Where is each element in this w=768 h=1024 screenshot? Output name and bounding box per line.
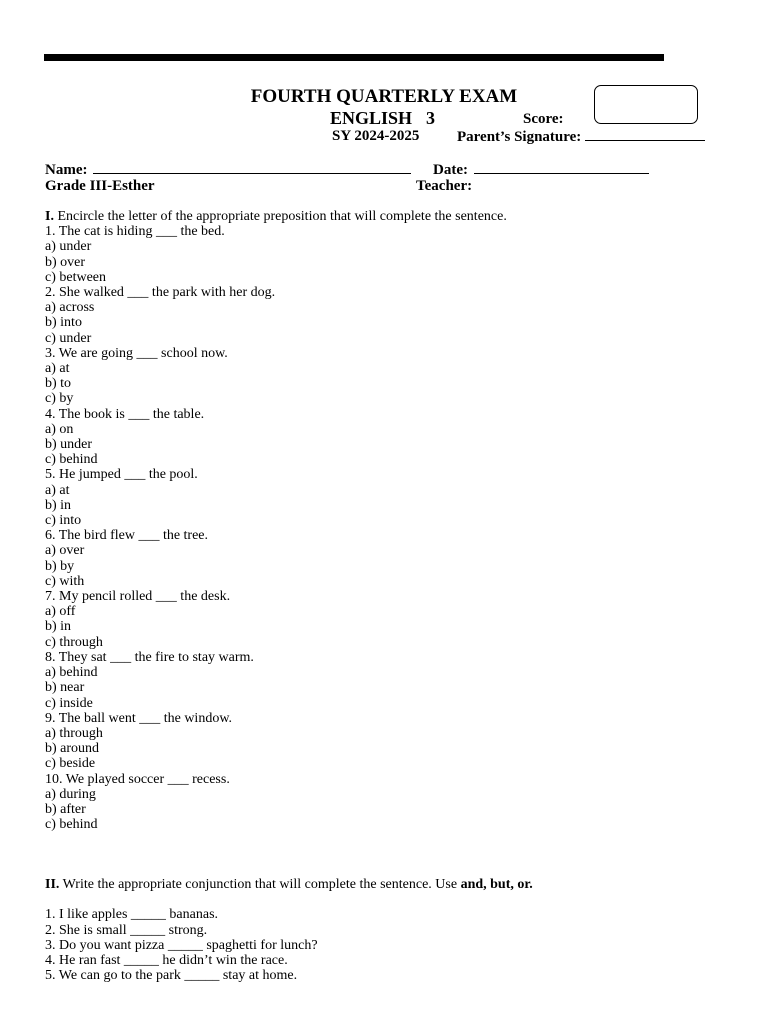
question-5: 5. He jumped ___ the pool. xyxy=(45,467,198,483)
question-1-option[interactable]: a) under xyxy=(45,239,92,255)
part-one xyxy=(45,209,507,832)
question-10-option[interactable]: b) after xyxy=(45,801,86,817)
part-one-instruction xyxy=(45,209,507,224)
question-7-option[interactable]: a) off xyxy=(45,604,76,620)
conjunction-item-4: 4. He ran fast _____ he didn’t win the race. xyxy=(45,953,288,968)
conjunction-item-list xyxy=(45,907,533,983)
part-one-instruction-text: Encircle the letter of the appropriate preposition that will complete the sentence. xyxy=(53,209,507,224)
name-label: Name: xyxy=(45,162,88,178)
date-label: Date: xyxy=(433,162,468,178)
question-6-option[interactable]: b) by xyxy=(45,558,75,574)
question-1: 1. The cat is hiding ___ the bed. xyxy=(45,224,225,240)
score-label: Score: xyxy=(523,111,564,127)
question-8-option[interactable]: a) behind xyxy=(45,665,98,681)
question-9: 9. The ball went ___ the window. xyxy=(45,710,233,726)
name-line[interactable] xyxy=(93,161,411,174)
question-6: 6. The bird flew ___ the tree. xyxy=(45,528,209,544)
question-5-option[interactable]: b) in xyxy=(45,497,72,513)
conjunction-item-2: 2. She is small _____ strong. xyxy=(45,922,208,938)
spacer xyxy=(45,892,533,907)
question-10: 10. We played soccer ___ recess. xyxy=(45,771,230,787)
question-4-option[interactable]: b) under xyxy=(45,437,93,453)
conjunction-item-3: 3. Do you want pizza _____ spaghetti for lunch? xyxy=(45,937,318,953)
question-4: 4. The book is ___ the table. xyxy=(45,406,205,422)
top-rule xyxy=(44,54,664,61)
question-2-option[interactable]: c) under xyxy=(45,330,92,346)
teacher-label: Teacher: xyxy=(416,178,473,194)
question-3-option[interactable]: c) by xyxy=(45,391,74,407)
question-3: 3. We are going ___ school now. xyxy=(45,345,228,361)
question-4-option[interactable]: a) on xyxy=(45,421,74,437)
question-9-option[interactable]: b) around xyxy=(45,741,100,757)
grade-number: 3 xyxy=(426,108,436,128)
question-5-option[interactable]: a) at xyxy=(45,482,70,498)
question-6-option[interactable]: c) with xyxy=(45,573,85,589)
question-7-option[interactable]: b) in xyxy=(45,619,72,635)
conjunction-item-5: 5. We can go to the park _____ stay at home. xyxy=(45,968,298,984)
question-10-option[interactable]: c) behind xyxy=(45,817,98,833)
subject-heading xyxy=(330,108,435,129)
question-7-option[interactable]: c) through xyxy=(45,634,103,650)
question-3-option[interactable]: b) to xyxy=(45,376,72,392)
question-2: 2. She walked ___ the park with her dog. xyxy=(45,285,276,301)
subject-name: ENGLISH xyxy=(330,108,413,128)
question-5-option[interactable]: c) into xyxy=(45,513,82,529)
date-line[interactable] xyxy=(474,161,649,174)
question-4-option[interactable]: c) behind xyxy=(45,452,98,468)
grade-section: Grade III-Esther xyxy=(45,178,155,194)
score-box[interactable] xyxy=(594,85,698,124)
question-8: 8. They sat ___ the fire to stay warm. xyxy=(45,649,254,665)
question-2-option[interactable]: b) into xyxy=(45,315,82,331)
name-field xyxy=(45,161,411,179)
part-two-instruction xyxy=(45,877,533,892)
part-one-numeral: I. xyxy=(45,209,54,224)
question-1-option[interactable]: b) over xyxy=(45,254,86,270)
question-1-option[interactable]: c) between xyxy=(45,269,107,285)
question-8-option[interactable]: c) inside xyxy=(45,695,93,711)
part-two-instruction-text: Write the appropriate conjunction that will complete the sentence. Use xyxy=(59,877,461,892)
part-two xyxy=(45,877,533,983)
date-field xyxy=(433,161,649,179)
parent-signature-label: Parent’s Signature: xyxy=(457,129,582,145)
question-9-option[interactable]: c) beside xyxy=(45,756,96,772)
question-8-option[interactable]: b) near xyxy=(45,680,85,696)
question-9-option[interactable]: a) through xyxy=(45,725,103,741)
conjunction-item-1: 1. I like apples _____ bananas. xyxy=(45,907,219,923)
part-two-choices: and, but, or. xyxy=(460,877,533,892)
school-year: SY 2024-2025 xyxy=(332,128,420,144)
part-two-numeral: II. xyxy=(45,877,60,892)
question-7: 7. My pencil rolled ___ the desk. xyxy=(45,589,231,605)
parent-signature-line[interactable] xyxy=(585,128,705,141)
exam-title: FOURTH QUARTERLY EXAM xyxy=(250,86,518,107)
parent-signature xyxy=(457,128,705,146)
question-3-option[interactable]: a) at xyxy=(45,361,70,377)
question-list xyxy=(45,224,507,832)
question-10-option[interactable]: a) during xyxy=(45,786,96,802)
question-2-option[interactable]: a) across xyxy=(45,300,95,316)
question-6-option[interactable]: a) over xyxy=(45,543,85,559)
